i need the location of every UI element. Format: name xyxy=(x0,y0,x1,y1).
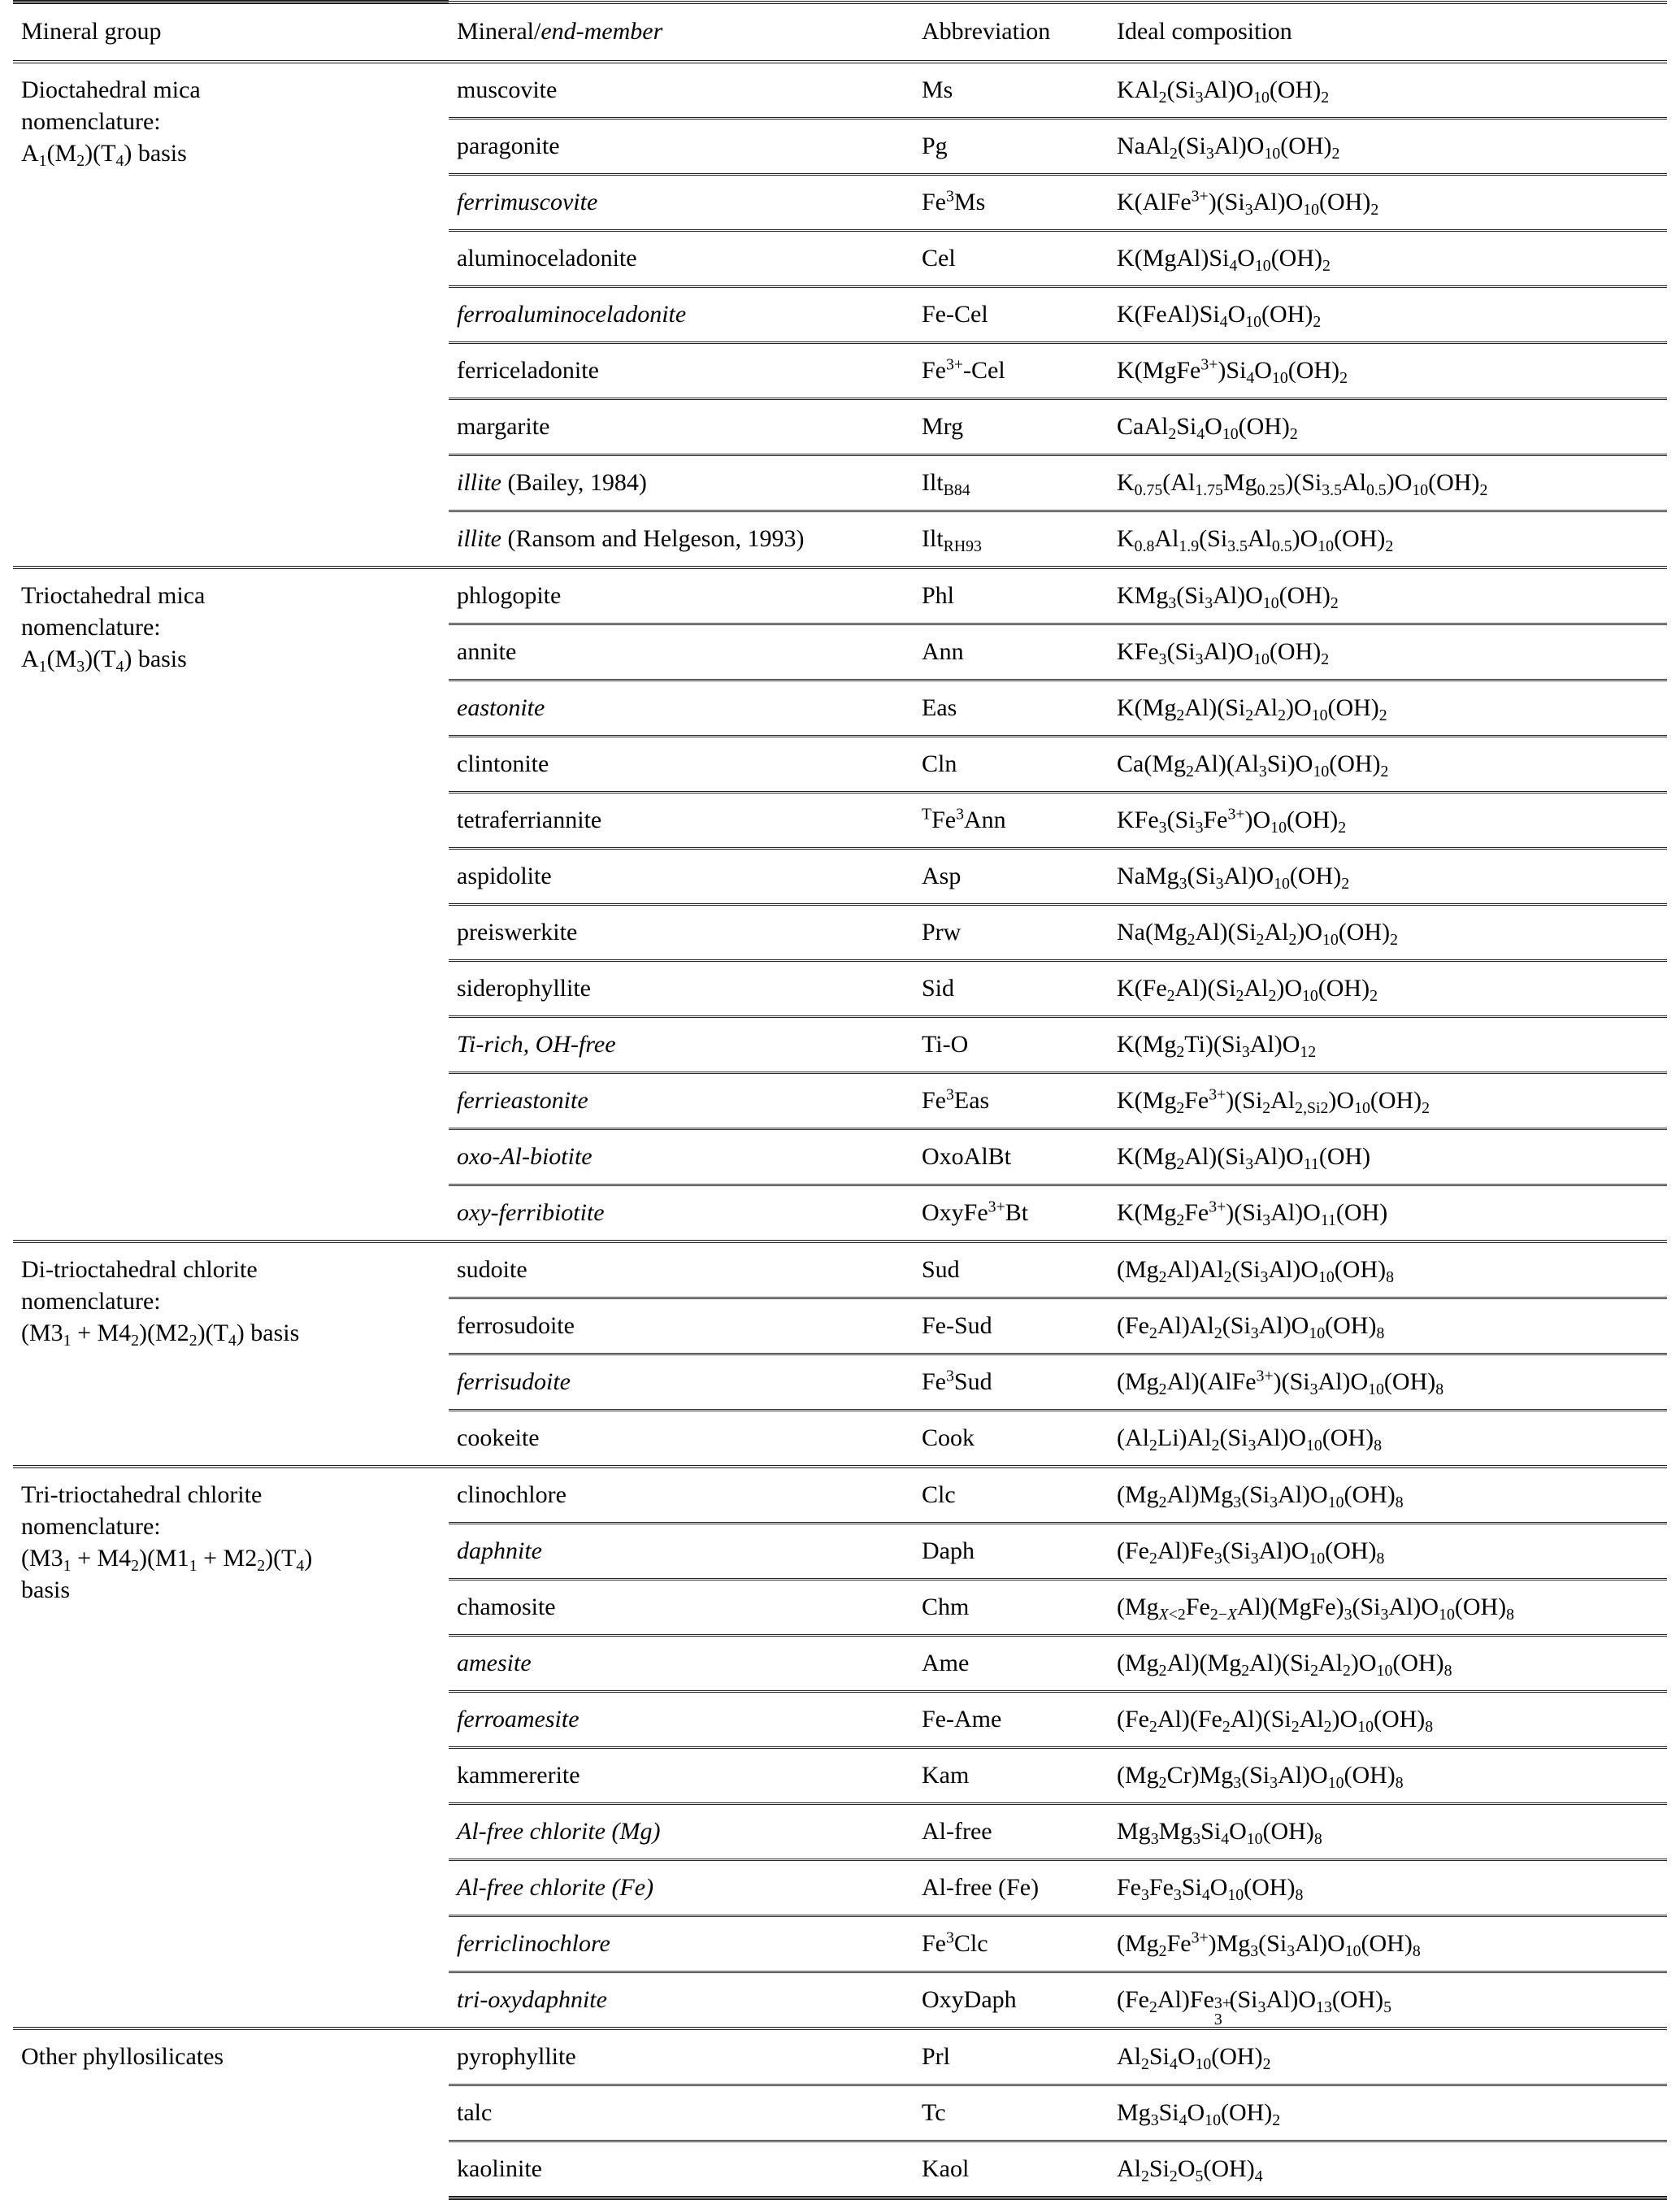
chemical-formula: $Na(Mg_2Al)(Si_2Al_2)O_{10}(OH)_2$ xyxy=(1117,919,1398,949)
group-cell-trioctahedral-mica xyxy=(13,567,449,1241)
abbreviation-cell: Mrg xyxy=(914,399,1109,455)
mineral-name-cell: ferrisudoite xyxy=(449,1354,914,1411)
table-header xyxy=(13,2,1667,63)
group-cell-tri-trioctahedral-chlorite xyxy=(13,1467,449,2028)
mineral-name-cell: pyrophyllite xyxy=(449,2028,914,2085)
mineral-name-cell: kammererite xyxy=(449,1748,914,1804)
mineral-name-cell: ferrieastonite xyxy=(449,1073,914,1129)
column-header-mineral-end-member xyxy=(449,2,914,63)
group-name xyxy=(21,74,444,169)
group-name-line: nomenclature: xyxy=(21,108,161,135)
chemical-formula: $(Al_2Li)Al_2(Si_3Al)O_{10}(OH)_8$ xyxy=(1117,1424,1382,1454)
composition-cell xyxy=(1109,793,1667,849)
mineral-name-cell: phlogopite xyxy=(449,567,914,624)
composition-cell xyxy=(1109,287,1667,343)
composition-cell xyxy=(1109,1185,1667,1242)
mineral-name-cell: Al-free chlorite (Mg) xyxy=(449,1804,914,1860)
abbreviation-cell: Fe$^3$Clc xyxy=(914,1916,1109,1972)
composition-cell xyxy=(1109,680,1667,737)
mineral-name-cell: aluminoceladonite xyxy=(449,231,914,287)
abbreviation-cell: Fe$^3$Sud xyxy=(914,1354,1109,1411)
abbreviation-cell: Asp xyxy=(914,849,1109,905)
composition-cell xyxy=(1109,175,1667,231)
chemical-formula: $(Mg_2Al)(AlFe^{3+})(Si_3Al)O_{10}(OH)_8$ xyxy=(1117,1367,1444,1398)
mineral-name-cell: aspidolite xyxy=(449,849,914,905)
abbrev-prefix-superscript: T xyxy=(922,805,932,824)
abbreviation-cell: Ann xyxy=(914,624,1109,680)
group-name xyxy=(21,1254,444,1349)
composition-cell xyxy=(1109,1636,1667,1692)
abbreviation-cell: Cel xyxy=(914,231,1109,287)
abbreviation-cell: Ilt$_{B84}$ xyxy=(914,455,1109,511)
abbreviation-cell: Chm xyxy=(914,1580,1109,1636)
mineral-name-cell: Al-free chlorite (Fe) xyxy=(449,1860,914,1916)
table-row xyxy=(13,62,1667,119)
abbreviation-cell: Tc xyxy=(914,2085,1109,2141)
mineral-name-cell: amesite xyxy=(449,1636,914,1692)
group-name xyxy=(21,580,444,675)
abbreviation-cell: Ilt$_{RH93}$ xyxy=(922,525,982,555)
mineral-name-cell: oxo-Al-biotite xyxy=(449,1129,914,1185)
mineral-name-cell: margarite xyxy=(449,399,914,455)
group-name-line: nomenclature: xyxy=(21,614,161,641)
composition-cell xyxy=(1109,1748,1667,1804)
table-row xyxy=(13,567,1667,624)
mineral-name-cell: preiswerkite xyxy=(449,905,914,961)
abbreviation-cell: Prw xyxy=(914,905,1109,961)
abbreviation-cell: Sid xyxy=(914,961,1109,1017)
abbreviation-cell: Al-free xyxy=(914,1804,1109,1860)
chemical-formula: $K_{0.75}(Al_{1.75}Mg_{0.25})(Si_{3.5}Al_{0.5})O_{10}(OH)_2$ xyxy=(1117,469,1488,499)
group-name-line: $A_1(M_3)(T_4)$ basis xyxy=(21,646,187,676)
composition-cell xyxy=(1109,1467,1667,1524)
chemical-formula: $K(FeAl)Si_4O_{10}(OH)_2$ xyxy=(1117,301,1322,331)
abbreviation-cell: Kam xyxy=(914,1748,1109,1804)
abbreviation-cell: Fe-Cel xyxy=(914,287,1109,343)
mineral-name-cell: ferriceladonite xyxy=(449,343,914,399)
chemical-formula: $NaMg_3(Si_3Al)O_{10}(OH)_2$ xyxy=(1117,863,1350,893)
abbreviation-cell: Ame xyxy=(914,1636,1109,1692)
mineral-name-cell: illite (Ransom and Helgeson, 1993) xyxy=(457,525,805,552)
abbreviation-cell: Daph xyxy=(914,1524,1109,1580)
group-name-line: Trioctahedral mica xyxy=(21,582,206,609)
composition-cell xyxy=(1109,1972,1667,2029)
composition-cell xyxy=(1109,2085,1667,2141)
mineral-name-cell: clintonite xyxy=(449,737,914,793)
group-name xyxy=(21,2041,444,2072)
chemical-formula: $Al_2Si_2O_5(OH)_4$ xyxy=(1117,2155,1263,2185)
chemical-formula: $(Mg_{X<2}Fe_{2-X}Al)(MgFe)_3(Si_3Al)O_{10}(OH)_8$ xyxy=(1117,1593,1515,1624)
mineral-name-cell: ferroaluminoceladonite xyxy=(449,287,914,343)
chemical-formula: $K_{0.8}Al_{1.9}(Si_{3.5}Al_{0.5})O_{10}(OH)_2$ xyxy=(1117,525,1394,555)
composition-cell xyxy=(1109,399,1667,455)
chemical-formula: $(Fe_2Al)Fe_3(Si_3Al)O_{10}(OH)_8$ xyxy=(1117,1537,1385,1567)
chemical-formula: $NaAl_2(Si_3Al)O_{10}(OH)_2$ xyxy=(1117,133,1340,163)
composition-cell xyxy=(1109,1524,1667,1580)
abbreviation-cell: $^T$Fe$^3$Ann xyxy=(914,793,1109,849)
composition-cell xyxy=(1109,567,1667,624)
composition-cell xyxy=(1109,961,1667,1017)
column-header-abbreviation: Abbreviation xyxy=(914,2,1109,63)
composition-cell xyxy=(1109,1916,1667,1972)
composition-cell xyxy=(1109,1411,1667,1467)
abbreviation-cell: Cln xyxy=(914,737,1109,793)
mineral-name-cell: chamosite xyxy=(449,1580,914,1636)
composition-cell xyxy=(1109,455,1667,511)
mineral-name-cell: ferrimuscovite xyxy=(449,175,914,231)
chemical-formula: $Ca(Mg_2Al)(Al_3Si)O_{10}(OH)_2$ xyxy=(1117,750,1389,780)
table-row xyxy=(13,1467,1667,1524)
abbreviation-cell: Prl xyxy=(914,2028,1109,2085)
chemical-formula: $(Mg_2Al)(Mg_2Al)(Si_2Al_2)O_{10}(OH)_8$ xyxy=(1117,1650,1452,1680)
composition-cell xyxy=(1109,511,1667,568)
group-name-line: basis xyxy=(21,1576,70,1603)
mineral-name-cell: eastonite xyxy=(449,680,914,737)
composition-cell xyxy=(1109,624,1667,680)
table-body xyxy=(13,62,1667,2198)
composition-cell xyxy=(1109,737,1667,793)
mineral-name-cell: annite xyxy=(449,624,914,680)
composition-cell xyxy=(1109,1298,1667,1354)
mineral-name-cell: illite (Bailey, 1984) xyxy=(449,455,914,511)
chemical-formula: $Fe_3Fe_3Si_4O_{10}(OH)_8$ xyxy=(1117,1874,1304,1904)
abbreviation-cell: OxoAlBt xyxy=(914,1129,1109,1185)
column-header-ideal-composition: Ideal composition xyxy=(1109,2,1667,63)
group-name xyxy=(21,1479,444,1606)
abbreviation-cell: Fe$^3$Ms xyxy=(914,175,1109,231)
chemical-formula: $KMg_3(Si_3Al)O_{10}(OH)_2$ xyxy=(1117,582,1339,612)
group-name-line: Tri-trioctahedral chlorite xyxy=(21,1481,263,1508)
chemical-formula: $K(Mg_2Fe^{3+})(Si_2Al_{2,Si2})O_{10}(OH)_2$ xyxy=(1117,1085,1430,1117)
mineral-name-cell: tetraferriannite xyxy=(449,793,914,849)
composition-cell xyxy=(1109,1017,1667,1073)
chemical-formula: $(Mg_2Fe^{3+})Mg_3(Si_3Al)O_{10}(OH)_8$ xyxy=(1117,1928,1421,1960)
chemical-formula: $Al_2Si_4O_{10}(OH)_2$ xyxy=(1117,2043,1271,2073)
chemical-formula: $K(Mg_2Ti)(Si_3Al)O_{12}$ xyxy=(1117,1031,1317,1061)
header-row xyxy=(13,2,1667,63)
composition-cell xyxy=(1109,2141,1667,2198)
abbreviation-cell: Fe-Ame xyxy=(914,1692,1109,1748)
abbreviation-cell: Eas xyxy=(914,680,1109,737)
abbreviation-cell: Pg xyxy=(914,119,1109,175)
abbreviation-cell: OxyFe$^{3+}$Bt xyxy=(922,1198,1029,1226)
column-header-mineral-group: Mineral group xyxy=(13,2,449,63)
mineral-name-cell: paragonite xyxy=(449,119,914,175)
chemical-formula: $K(MgFe^{3+})Si_4O_{10}(OH)_2$ xyxy=(1117,355,1348,387)
mineral-name-cell: cookeite xyxy=(457,1424,540,1451)
chemical-formula: $Mg_3Si_4O_{10}(OH)_2$ xyxy=(1117,2099,1281,2129)
composition-cell xyxy=(1109,231,1667,287)
chemical-formula: $KAl_2(Si_3Al)O_{10}(OH)_2$ xyxy=(1117,76,1330,107)
column-header-end-member-italic: end-member xyxy=(540,17,663,45)
composition-cell xyxy=(1109,1804,1667,1860)
abbreviation-cell: Fe$^3$Eas xyxy=(914,1073,1109,1129)
abbreviation-cell: Ti-O xyxy=(914,1017,1109,1073)
composition-cell xyxy=(1109,2028,1667,2085)
composition-cell xyxy=(1109,1241,1667,1298)
chemical-formula: $K(Mg_2Al)(Si_3Al)O_{11}(OH)$ xyxy=(1117,1143,1371,1173)
composition-cell xyxy=(1109,1692,1667,1748)
composition-cell xyxy=(1109,62,1667,119)
chemical-formula: $(Fe_2Al)Al_2(Si_3Al)O_{10}(OH)_8$ xyxy=(1117,1312,1385,1342)
mineral-name-cell: muscovite xyxy=(449,62,914,119)
composition-cell xyxy=(1109,119,1667,175)
group-cell-di-trioctahedral-chlorite xyxy=(13,1241,449,1467)
mineral-name-cell: kaolinite xyxy=(449,2141,914,2198)
abbreviation-cell: Sud xyxy=(914,1241,1109,1298)
chemical-formula: $(Mg_2Al)Mg_3(Si_3Al)O_{10}(OH)_8$ xyxy=(1117,1481,1404,1511)
mineral-name-cell: daphnite xyxy=(449,1524,914,1580)
chemical-formula: $KFe_3(Si_3Al)O_{10}(OH)_2$ xyxy=(1117,638,1330,668)
chemical-formula: $(Mg_2Al)Al_2(Si_3Al)O_{10}(OH)_8$ xyxy=(1117,1256,1394,1286)
composition-cell xyxy=(1109,905,1667,961)
data-table xyxy=(13,0,1667,2200)
composition-cell xyxy=(1109,849,1667,905)
abbreviation-cell: Phl xyxy=(914,567,1109,624)
group-name-line: $(M3_1 + M4_2)(M1_1 + M2_2)(T_4)$ xyxy=(21,1545,313,1575)
chemical-formula: $K(MgAl)Si_4O_{10}(OH)_2$ xyxy=(1117,245,1331,275)
composition-cell xyxy=(1109,1129,1667,1185)
mineral-name-cell: ferroamesite xyxy=(449,1692,914,1748)
mineral-name-cell: siderophyllite xyxy=(449,961,914,1017)
chemical-formula: $K(AlFe^{3+})(Si_3Al)O_{10}(OH)_2$ xyxy=(1117,187,1379,219)
group-name-line: $A_1(M_2)(T_4)$ basis xyxy=(21,140,187,170)
composition-cell xyxy=(1109,1860,1667,1916)
group-cell-other-phyllosilicates xyxy=(13,2028,449,2198)
chemical-formula: $(Mg_2Cr)Mg_3(Si_3Al)O_{10}(OH)_8$ xyxy=(1117,1762,1404,1792)
abbreviation-cell: Al-free (Fe) xyxy=(914,1860,1109,1916)
chemical-formula: $CaAl_2Si_4O_{10}(OH)_2$ xyxy=(1117,413,1298,443)
composition-cell xyxy=(1109,1354,1667,1411)
chemical-formula: $(Fe_2Al)Fe$ 3+ 3 $(Si_3Al)O_{13}(OH)_5$ xyxy=(1117,1986,1392,2028)
group-name-line: $(M3_1 + M4_2)(M2_2)(T_4)$ basis xyxy=(21,1320,300,1350)
chemical-formula: $Mg_3Mg_3Si_4O_{10}(OH)_8$ xyxy=(1117,1818,1322,1848)
group-name-line: nomenclature: xyxy=(21,1288,161,1315)
abbreviation-cell: Fe-Sud xyxy=(914,1298,1109,1354)
abbreviation-cell: OxyDaph xyxy=(922,1986,1017,2013)
mineral-name-cell: Ti-rich, OH-free xyxy=(449,1017,914,1073)
chemical-formula: $K(Mg_2Fe^{3+})(Si_3Al)O_{11}(OH)$ xyxy=(1117,1198,1388,1229)
chemical-formula: $(Fe_2Al)(Fe_2Al)(Si_2Al_2)O_{10}(OH)_8$ xyxy=(1117,1706,1434,1736)
mineral-name-cell: tri-oxydaphnite xyxy=(457,1986,607,2013)
mineral-name-cell: ferriclinochlore xyxy=(449,1916,914,1972)
abbreviation-cell: Ms xyxy=(914,62,1109,119)
mineral-name-cell: talc xyxy=(449,2085,914,2141)
mineral-name-cell: sudoite xyxy=(449,1241,914,1298)
composition-cell xyxy=(1109,1073,1667,1129)
column-header-mineral-plain: Mineral/ xyxy=(457,17,541,45)
mineral-name-cell: ferrosudoite xyxy=(449,1298,914,1354)
chemical-formula: $K(Fe_2Al)(Si_2Al_2)O_{10}(OH)_2$ xyxy=(1117,975,1378,1005)
composition-cell xyxy=(1109,343,1667,399)
group-cell-dioctahedral-mica xyxy=(13,62,449,567)
chemical-formula: $KFe_3(Si_3Fe^{3+})O_{10}(OH)_2$ xyxy=(1117,805,1347,837)
abbreviation-cell: Clc xyxy=(914,1467,1109,1524)
abbreviation-cell: Cook xyxy=(922,1424,975,1451)
group-name-line: Di-trioctahedral chlorite xyxy=(21,1256,258,1283)
chemical-formula: $K(Mg_2Al)(Si_2Al_2)O_{10}(OH)_2$ xyxy=(1117,694,1387,724)
table-row xyxy=(13,2028,1667,2085)
mineral-name-cell: clinochlore xyxy=(449,1467,914,1524)
group-name-line: nomenclature: xyxy=(21,1513,161,1540)
abbreviation-cell: $Fe^{3+}$-Cel xyxy=(914,343,1109,399)
table-row xyxy=(13,1241,1667,1298)
mineral-name-cell: oxy-ferribiotite xyxy=(457,1199,605,1226)
composition-cell xyxy=(1109,1580,1667,1636)
group-name-line: Other phyllosilicates xyxy=(21,2043,224,2070)
group-name-line: Dioctahedral mica xyxy=(21,76,201,103)
abbreviation-cell: Kaol xyxy=(914,2141,1109,2198)
